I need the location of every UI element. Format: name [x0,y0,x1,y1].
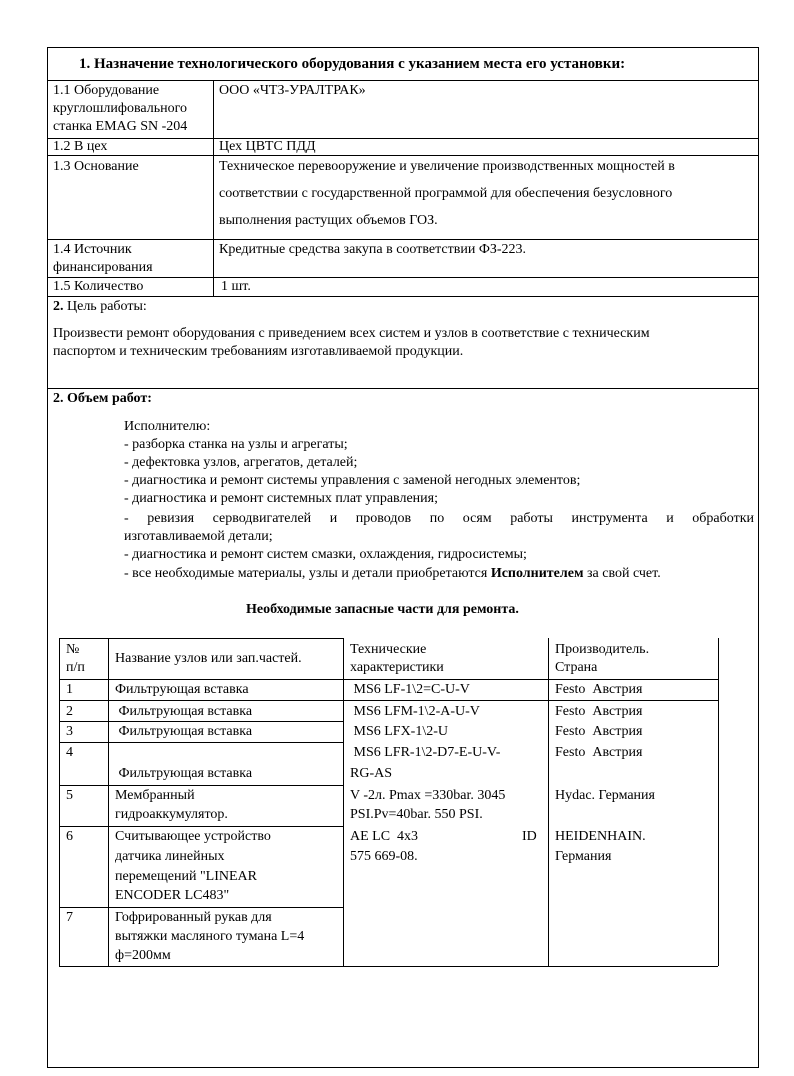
row-1-2-label: 1.2 В цех [53,139,108,154]
scope-item: - диагностика и ремонт системных плат управления; [124,491,438,506]
parts-table-border [59,966,718,967]
row-1-3-value-line1: Техническое перевооружение и увеличение производственных мощностей в [219,159,675,174]
parts-table-border [718,638,719,966]
divider [59,679,718,680]
parts-row-spec: MS6 LFX-1\2-U [350,724,449,739]
parts-row-maker: Festo Австрия [555,745,643,760]
parts-col-divider [548,638,549,966]
parts-table-border [59,638,343,639]
parts-row-name-line4: ENCODER LC483" [115,888,230,903]
divider [47,277,759,278]
parts-row-spec-id: ID [522,829,537,844]
header-maker-line2: Страна [555,660,598,675]
parts-row-name-line2: датчика линейных [115,849,225,864]
parts-row-maker: Festo Австрия [555,704,643,719]
parts-row-name-line1: Мембранный [115,788,195,803]
parts-row-spec-line2: PSI.Pv=40bar. 550 PSI. [350,807,483,822]
parts-row-num: 1 [66,682,73,697]
divider [59,700,718,701]
row-1-3-value-line3: выполнения растущих объемов ГОЗ. [219,213,438,228]
parts-row-maker: Festo Австрия [555,682,643,697]
row-1-1-label-line1: 1.1 Оборудование [53,83,160,98]
parts-row-name-line3: перемещений "LINEAR [115,869,258,884]
parts-row-spec-line1: AE LC 4x3 [350,829,419,844]
parts-row-maker: Hydac. Германия [555,788,655,803]
parts-row-spec-line1: MS6 LFR-1\2-D7-E-U-V- [350,745,501,760]
goal-title: Цель работы: [63,299,147,314]
header-num-line2: п/п [66,660,85,675]
divider [59,721,343,722]
header-spec-line2: характеристики [350,660,444,675]
row-1-1-label-line3: станка EMAG SN -204 [53,119,188,134]
row-1-5-value: 1 шт. [221,279,251,294]
scope-last-after: за свой счет. [583,566,661,581]
section1-title: 1. Назначение технологического оборудования с указанием места его установки: [79,56,626,72]
row-1-4-value: Кредитные средства закупа в соответствии ФЗ-223. [219,242,527,257]
parts-row-num: 6 [66,829,73,844]
divider [47,155,759,156]
divider [59,826,343,827]
parts-row-name: Фильтрующая вставка [115,724,253,739]
parts-col-divider [343,638,344,966]
parts-col-divider [108,638,109,966]
parts-row-name-line1: Гофрированный рукав для [115,910,272,925]
parts-row-spec-line1: V -2л. Pmax =330bar. 3045 [350,788,506,803]
header-spec-line1: Технические [350,642,427,657]
parts-row-num: 2 [66,704,73,719]
parts-row-name: Фильтрующая вставка [115,766,253,781]
row-1-2-value: Цех ЦВТС ПДД [219,139,316,154]
divider [59,907,343,908]
goal-text-line2: паспортом и техническим требованиям изготавливаемой продукции. [53,344,464,359]
divider [59,742,343,743]
scope-item: - ревизия серводвигателей и проводов по осям работы инструмента и обработки [124,511,754,526]
parts-table-border [59,638,60,966]
scope-item-last [124,565,661,583]
scope-item: - дефектовка узлов, агрегатов, деталей; [124,455,358,470]
parts-row-name: Фильтрующая вставка [115,704,253,719]
goal-number: 2. [53,299,64,314]
parts-row-maker: Festo Австрия [555,724,643,739]
parts-row-spec: MS6 LFM-1\2-A-U-V [350,704,480,719]
row-1-4-label-line1: 1.4 Источник [53,242,132,257]
scope-last-bold: Исполнителем [490,566,584,581]
divider [47,138,759,139]
header-name: Название узлов или зап.частей. [115,651,302,666]
scope-title: 2. Объем работ: [53,391,152,406]
parts-row-maker-line1: HEIDENHAIN. [555,829,646,844]
parts-row-name-line2: гидроаккумулятор. [115,807,228,822]
scope-intro: Исполнителю: [124,419,211,434]
parts-row-name-line2: вытяжки масляного тумана L=4 [115,929,305,944]
header-maker-line1: Производитель. [555,642,650,657]
row-1-5-label: 1.5 Количество [53,279,144,294]
scope-item: - диагностика и ремонт системы управления с заменой негодных элементов; [124,473,581,488]
parts-row-num: 4 [66,745,73,760]
parts-row-name: Фильтрующая вставка [115,682,249,697]
goal-text-line1: Произвести ремонт оборудования с приведением всех систем и узлов в соответствие с техническим [53,326,650,341]
parts-row-name-line3: ф=200мм [115,948,171,963]
row-1-1-label-line2: круглошлифовального [53,101,187,116]
goal-heading [53,298,147,316]
parts-title: Необходимые запасные части для ремонта. [246,602,519,617]
row-1-3-label: 1.3 Основание [53,159,139,174]
divider [47,296,759,297]
header-num-line1: № [66,642,80,657]
scope-last-before: - все необходимые материалы, узлы и детали приобретаются [124,566,491,581]
scope-item: - диагностика и ремонт систем смазки, охлаждения, гидросистемы; [124,547,527,562]
scope-item: - разборка станка на узлы и агрегаты; [124,437,348,452]
parts-row-num: 3 [66,724,73,739]
divider [59,785,343,786]
parts-row-spec: MS6 LF-1\2=C-U-V [350,682,470,697]
section1-column-divider [213,80,214,296]
row-1-1-value: ООО «ЧТЗ-УРАЛТРАК» [219,83,366,98]
scope-item: изготавливаемой детали; [124,529,273,544]
parts-row-maker-line2: Германия [555,849,612,864]
divider [47,388,759,389]
parts-row-num: 7 [66,910,73,925]
row-1-3-value-line2: соответствии с государственной программой для обеспечения безусловного [219,186,673,201]
parts-row-spec-line2: 575 669-08. [350,849,418,864]
row-1-4-label-line2: финансирования [53,260,153,275]
divider [47,80,759,81]
parts-row-name-line1: Считывающее устройство [115,829,271,844]
parts-row-spec-line2: RG-AS [350,766,393,781]
parts-row-num: 5 [66,788,73,803]
divider [47,239,759,240]
